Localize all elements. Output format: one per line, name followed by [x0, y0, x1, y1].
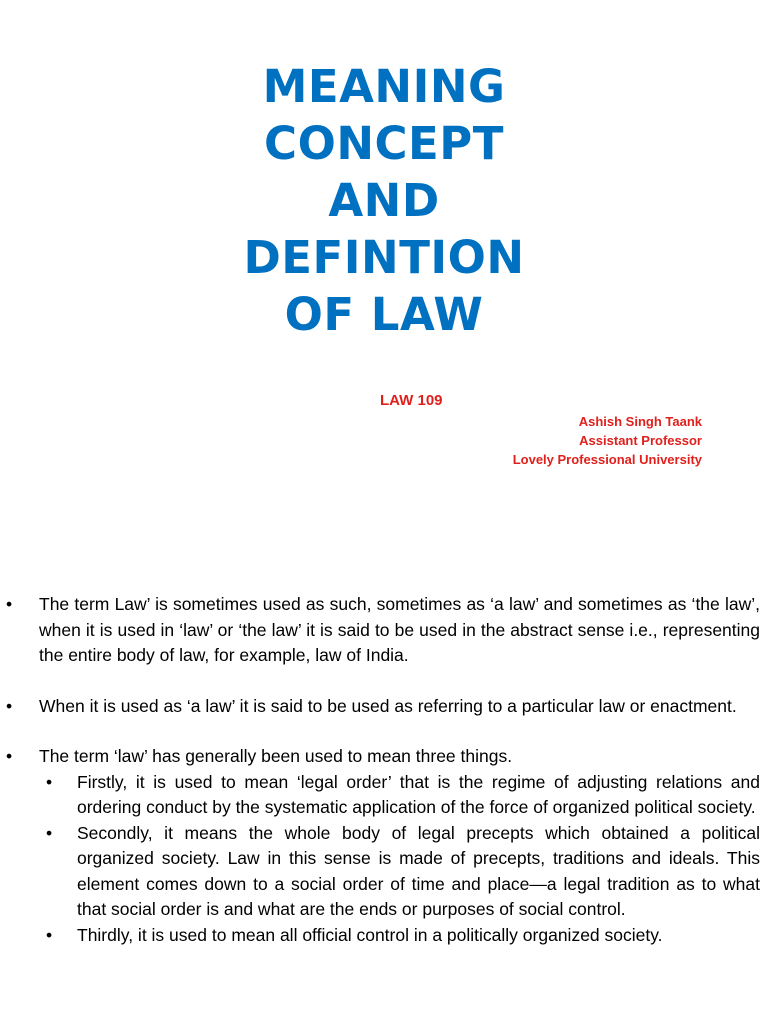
- list-item: [0, 592, 768, 669]
- slide-title: [0, 58, 768, 343]
- sub-bullet-text: Firstly, it is used to mean ‘legal order’ that is the regime of adjusting relations and ordering conduct by the systematic application of the force of organized political society.: [77, 771, 760, 817]
- content-slide: [0, 592, 768, 948]
- sub-list-item: [0, 821, 768, 923]
- list-item: [0, 744, 768, 770]
- bullet-text: The term Law’ is sometimes used as such, sometimes as ‘a law’ and sometimes as ‘the law’, when it is used in ‘law’ or ‘the law’ it is said to be used in the abstract sense i.e., representing the entire body of law, for example, law of India.: [39, 594, 760, 665]
- author-position: Assistant Professor: [579, 433, 702, 448]
- author-block: [513, 412, 702, 469]
- bullet-icon: •: [6, 594, 13, 614]
- bullet-icon: •: [46, 771, 53, 792]
- author-institution: Lovely Professional University: [512, 452, 702, 467]
- bullet-icon: •: [46, 924, 53, 945]
- sub-list-item: [0, 770, 768, 821]
- title-line-1: MEANING: [262, 60, 506, 113]
- title-line-2: CONCEPT: [264, 117, 504, 170]
- sub-list-item: [0, 923, 768, 949]
- author-name: Ashish Singh Taank: [578, 414, 702, 429]
- bullet-text: When it is used as ‘a law’ it is said to be used as referring to a particular law or enactment.: [39, 695, 737, 716]
- title-line-4: DEFINTION: [243, 231, 525, 284]
- title-line-5: OF LAW: [284, 288, 484, 341]
- sub-bullet-text: Secondly, it means the whole body of legal precepts which obtained a political organized society. Law in this sense is made of precepts, traditions and ideals. This element comes down to a social order of time and place—a legal tradition as to what that social order is and what are the ends or purposes of social control.: [77, 822, 760, 919]
- bullet-icon: •: [6, 695, 13, 716]
- course-code: LAW 109: [380, 392, 443, 409]
- bullet-text: The term ‘law’ has generally been used to mean three things.: [39, 746, 513, 766]
- bullet-icon: •: [6, 746, 13, 766]
- bullet-icon: •: [46, 822, 53, 843]
- title-line-3: AND: [328, 174, 440, 227]
- list-item: [0, 694, 768, 720]
- sub-bullet-text: Thirdly, it is used to mean all official control in a politically organized society.: [77, 924, 663, 945]
